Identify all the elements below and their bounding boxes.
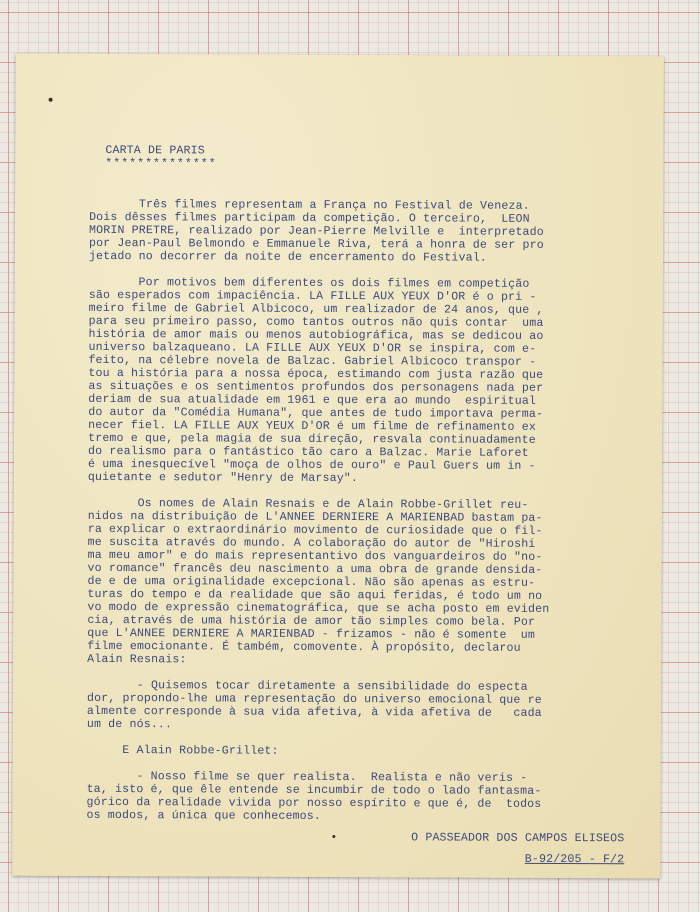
text-line: por Jean-Paul Belmondo e Emmanuele Riva, terá a honra de ser pro <box>88 236 544 252</box>
text-line: tremo e que, pela magia de sua direção, resvala continuadamente <box>88 431 536 447</box>
letter-body <box>86 144 639 866</box>
paragraph <box>88 276 639 486</box>
text-line: dor, propondo-lhe uma representação do universo emocional que re <box>86 691 542 707</box>
letter-heading: CARTA DE PARIS <box>105 143 205 158</box>
paragraph <box>87 679 637 733</box>
text-line: E Alain Robbe-Grillet: <box>86 743 279 758</box>
text-line: jetado no decorrer da noite de encerramento do Festival. <box>88 249 487 265</box>
text-line: são esperados com impaciência. LA FILLE AUX YEUX D'OR é o pri - <box>88 288 537 304</box>
paragraph <box>87 497 638 668</box>
text-line: - Nosso filme se quer realista. Realista e não veris - <box>86 769 528 785</box>
text-line: nidos na distribuição de L'ANNEE DERNIERE A MARIENBAD bastam pa- <box>87 509 543 525</box>
text-line: vo modo de expressão cinematográfica, que se acha posto em eviden <box>87 600 550 616</box>
text-line: do realismo para o fantástico tão caro a Balzac. Marie Laforet <box>88 444 529 460</box>
text-line: feito, na célebre novela de Balzac. Gabriel Albicoco transpor - <box>88 353 537 369</box>
text-line: as situações e os sentimentos profundos dos personagens nada per <box>88 379 544 395</box>
text-line: turas do tempo e da realidade que são aqui feridas, é todo um no <box>87 587 543 603</box>
text-line: história de amor mais ou menos autobiográfica, mas se dedicou ao <box>88 327 544 343</box>
text-line: tou a história para a nossa época, estimando com justa razão que <box>88 366 544 382</box>
text-line: universo balzaqueano. LA FILLE AUX YEUX D'OR se inspira, com e- <box>88 340 537 356</box>
text-line: os modos, a única que conhecemos. <box>86 808 322 823</box>
text-line: ra explicar o extraordinário movimento de curiosidade que o fil- <box>87 522 543 538</box>
text-line: almente corresponde à sua vida afetiva, à vida afetiva de cada <box>86 704 542 720</box>
text-line: MORIN PRETRE, realizado por Jean-Pierre Melville e interpretado <box>88 223 544 239</box>
text-line: ta, isto é, que êle entende se incumbir de todo o lado fantasma- <box>86 782 542 798</box>
text-line: meiro filme de Gabriel Albicoco, um realizador de 24 anos, que , <box>88 301 544 317</box>
text-line: um de nós... <box>86 717 173 732</box>
paragraph <box>86 770 636 824</box>
text-line: para seu primeiro passo, como tantos outros não quis contar uma <box>88 314 544 330</box>
text-line: Dois dêsses filmes participam da competição. O terceiro, LEON <box>89 210 530 226</box>
paragraphs <box>86 198 639 824</box>
paragraph <box>87 744 637 759</box>
text-line: quietante e sedutor "Henry de Marsay". <box>87 470 359 486</box>
typed-letter-page <box>12 54 664 879</box>
text-line: Três filmes representam a França no Festival de Veneza. <box>89 197 530 213</box>
text-line: Alain Resnais: <box>87 652 187 667</box>
signature: O PASSEADOR DOS CAMPOS ELISEOS <box>411 831 625 846</box>
text-line: que L'ANNEE DERNIERE A MARIENBAD - frizamos - não é somente um <box>87 626 536 642</box>
heading-underline: ************** <box>105 156 217 171</box>
text-line: necer fiel. LA FILLE AUX YEUX D'OR é um filme de refinamento ex <box>88 418 536 434</box>
text-line: deriam de sua atualidade em 1961 e que era ao mundo espiritual <box>88 392 537 408</box>
text-line: de e de uma originalidade excepcional. Não são apenas as estru- <box>87 574 536 590</box>
text-line: Os nomes de Alain Resnais e de Alain Robbe-Grillet reu- <box>87 496 529 512</box>
text-line: cia, através de uma história de amor tão simples como bela. Por <box>87 613 536 629</box>
paragraph <box>89 198 639 265</box>
text-line: górico da realidade vivida por nosso espírito e que é, de todos <box>86 795 542 811</box>
text-line: me suscita através do mundo. A colaboração do autor de "Hiroshi <box>87 535 536 551</box>
text-line: filme emocionante. É também, comovente. À propósito, declarou <box>87 639 521 655</box>
text-line: vo romance" francês deu nascimento a uma obra de grande densida- <box>87 561 543 577</box>
text-line: ma meu amor" e do mais representantivo dos vanguardeiros do "no- <box>87 548 543 564</box>
text-line: do autor da "Comédia Humana", que antes de tudo importava perma- <box>88 405 544 421</box>
document-reference: B-92/205 - F/2 <box>524 852 625 867</box>
text-line: - Quisemos tocar diretamente a sensibilidade do especta <box>87 678 528 694</box>
text-line: é uma inesquecível "moça de olhos de ouro" e Paul Guers um in - <box>87 457 536 473</box>
text-line: Por motivos bem diferentes os dois filmes em competição <box>88 275 530 291</box>
punch-hole-mark <box>49 98 53 102</box>
